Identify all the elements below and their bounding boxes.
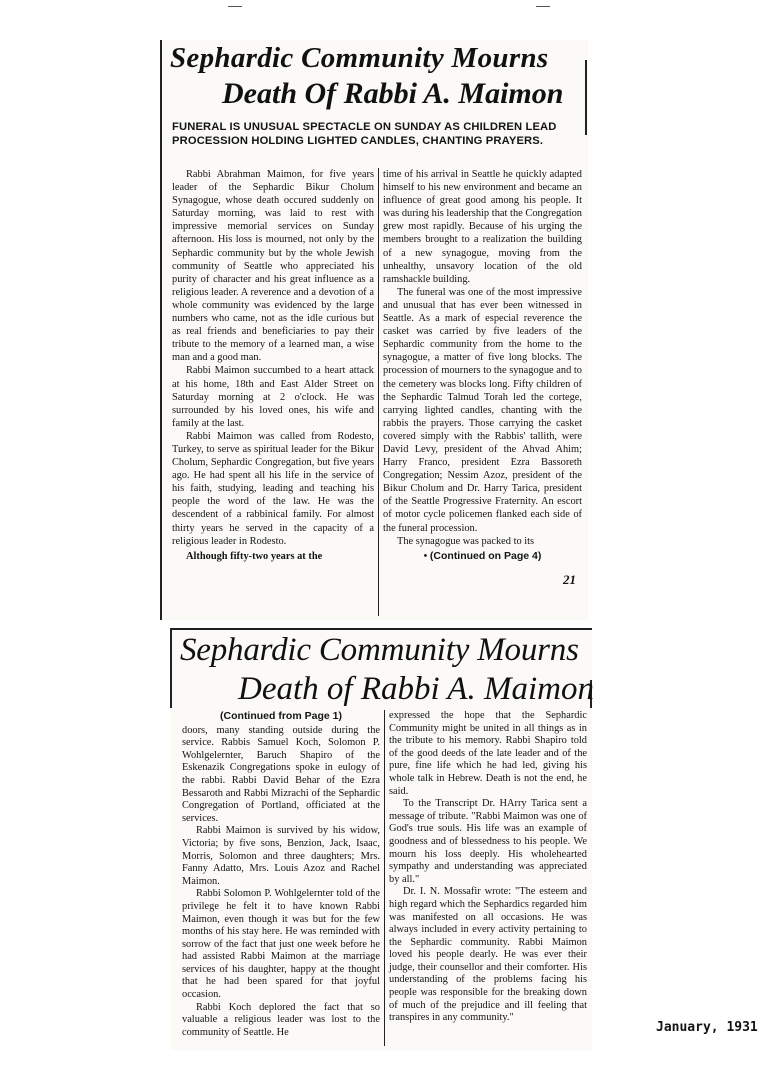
paragraph: expressed the hope that the Sephardic Community might be united in all things as in the tribute to his memory. Rabbi Shapiro told of the good deeds of the late leader and of the pure, fine life which he had led, giving his whole talk in Hebrew. Death is not the end, he said. [389,710,587,797]
paragraph: Rabbi Maimon is survived by his widow, Victoria; by five sons, Benzion, Jack, Isaac, Morris, Solomon and three daughters; Mrs. Fanny Adatto, Mrs. Louis Azoz and Rachel Maimon. [182,825,380,887]
continued-on-notice: (Continued on Page 4) [429,549,542,562]
bullet-icon: • [423,550,428,562]
paragraph: The funeral was one of the most impressive and unusual that has ever been witnessed in Seattle. As a mark of especial reverence the casket was carried by five leaders of the Sephardic community from the home to the synagogue, a matter of five long blocks. The procession of mourners to the synagogue and to the cemetery was blocks long. Fifty children of the Sephardic Talmud Torah led the cortege, carrying lighted candles, chanting with the rabbis the prayers. Those carrying the casket covered simply with the Rabbis' tallith, were David Levy, president of the Ahvad Ahim; Harry Franco, president Ezra Bassoreth Congregation; Nessim Azoz, president of the Bikur Cholum and Dr. Harry Tarica, president of the Seattle Progressive Fraternity. An escort of motor cycle policemen flanked each side of the funeral procession. [383,286,582,534]
paragraph: Rabbi Maimon was called from Rodesto, Turkey, to serve as spiritual leader for the Bikur Cholum, Sephardic Congregation, but five years ago. He had spent all his life in the service of his faith, studying, leading and teaching his people the word of the law. He was the descendent of a rabbinical family. For almost thirty years he served in the capacity of a religious leader in Rodesto. [172,430,374,547]
paragraph: The synagogue was packed to its [397,535,535,547]
page-number-mark: 21 [563,572,576,587]
paragraph: Rabbi Abrahman Maimon, for five years leader of the Sephardic Bikur Cholum Synagogue, whose death occured suddenly on Saturday morning, was laid to rest with impressive memorial services on Sunday afternoon. His loss is mourned, not only by the Sephardic community but by the whole Jewish community of Seattle who appreciated his purity of character and his great influence as a religious leader. A reverence and a devotion of a whole community was evidenced by the large numbers who came, not as the idle curious but as real friends and beneficiaries to pay their tribute to the memory of a learned man, a wise man and a good man. [172,169,374,364]
clipping-left-border [160,40,162,620]
headline-line-1: Sephardic Community Mourns [180,632,579,668]
column-divider [378,168,379,616]
headline-line-2: Death Of Rabbi A. Maimon [222,77,564,110]
clipping-left-border [170,628,172,708]
clipping-page-4 [170,628,592,1050]
paragraph: Rabbi Solomon P. Wohlgelernter told of the privilege he felt it to have known Rabbi Maimon, even though it was but for the few months of his stay here. He was reminded with sorrow of the fact that just one week before he had assisted Rabbi Maimon at the marriage services of his daughter, happy at the thought that he had been spared for that joyful occasion. [182,888,380,1001]
article-column-1 [172,168,374,563]
subheadline-deck: FUNERAL IS UNUSUAL SPECTACLE ON SUNDAY AS CHILDREN LEAD PROCESSION HOLDING LIGHTED CANDLES, CHANTING PRAYERS. [172,121,557,147]
paragraph: To the Transcript Dr. HArry Tarica sent a message of tribute. "Rabbi Maimon was one of God's true souls. His life was an example of goodness and of blessedness to his people. We mourn his loss deeply. His wholehearted sympathy and understanding was appreciated by all." [389,798,587,885]
article-column-2 [383,168,582,563]
paragraph: Although fifty-two years at the [186,550,323,562]
paragraph: time of his arrival in Seattle he quickly adapted himself to his new environment and became an influence of great good among his people. It was during his leadership that the Congregation grew most rapidly. Because of his urging the members brought to a realization the building of a new synagogue, moving from the unhealthy, unsavory location of the old ramshackle building. [383,169,582,285]
scan-mark [228,6,242,7]
paragraph: doors, many standing outside during the service. Rabbis Samuel Koch, Solomon P. Wohlgelernter, Baruch Shapiro of the Eskenazik Congregations spoke in eulogy of the rabbi. Rabbi David Behar of the Ezra Bessaroth and Rabbi Mizrachi of the Sephardic Congregation of Portland, officiated at the services. [182,724,380,824]
article-column-2 [389,710,587,1025]
clipping-right-border [585,60,587,135]
column-divider [384,710,385,1046]
paragraph: Rabbi Koch deplored the fact that so valuable a religious leader was lost to the community of Seattle. He [182,1001,380,1038]
top-rule [170,628,592,630]
continued-from-notice: (Continued from Page 1) [220,710,342,722]
scan-mark [536,6,550,7]
paragraph: Rabbi Maimon succumbed to a heart attack at his home, 18th and East Alder Street on Saturday morning at 2 o'clock. He was surrounded by his loved ones, his wife and family at the last. [172,365,374,429]
paragraph: Dr. I. N. Mossafir wrote: "The esteem and high regard which the Sephardics regarded him was manifested on all occasions. He was always included in every activity pertaining to the Sephardic community. Rabbi Maimon loved his people dearly. He was ever their judge, their counsellor and their comforter. His understanding of the problems facing his people was responsible for the breaking down of much of the prejudice and ill feeling that transpires in any community." [389,886,587,1024]
dateline: January, 1931 [656,1020,758,1035]
article-column-1 [182,710,380,1039]
clipping-page-1 [160,40,588,620]
headline-line-2: Death of Rabbi A. Maimon [238,671,594,707]
headline-line-1: Sephardic Community Mourns [170,42,549,74]
